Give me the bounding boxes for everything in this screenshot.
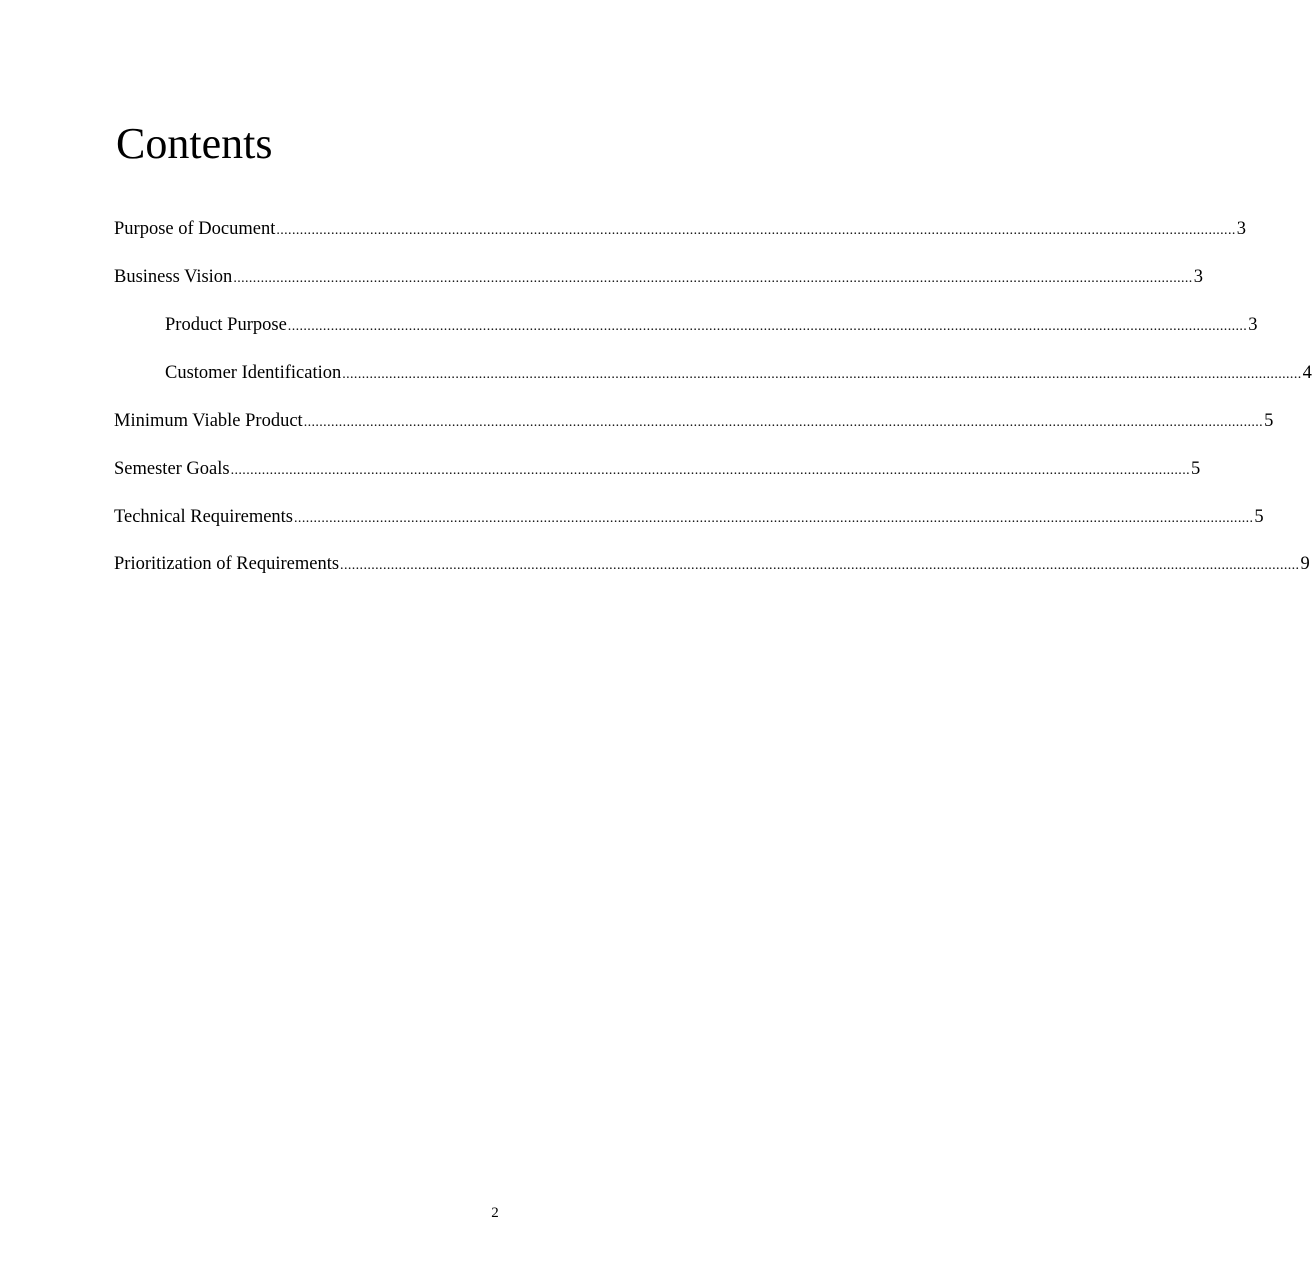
toc-entry-page: 3: [1248, 315, 1258, 335]
toc-entry-page: 5: [1254, 507, 1264, 527]
dot-leader: ......................................................................................................................................................................................................................................................: [303, 415, 1264, 430]
toc-heading: Contents: [116, 119, 273, 168]
toc-entry-business-vision[interactable]: [114, 265, 1203, 289]
toc-entry-label: Purpose of Document: [114, 219, 276, 239]
dot-leader: ......................................................................................................................................................................................................................................................: [342, 367, 1302, 382]
toc-entry-label: Business Vision: [114, 267, 233, 287]
dot-leader: ......................................................................................................................................................................................................................................................: [294, 511, 1254, 526]
toc-entry-label: Customer Identification: [165, 363, 342, 383]
page-number: 2: [491, 1205, 499, 1221]
toc-entry-semester-goals[interactable]: [114, 457, 1201, 481]
toc-entry-prioritization-of-requirements[interactable]: [114, 552, 1310, 576]
toc-entry-minimum-viable-product[interactable]: [114, 409, 1274, 433]
toc-entry-label: Prioritization of Requirements: [114, 554, 340, 574]
toc-entry-technical-requirements[interactable]: [114, 505, 1264, 529]
toc-entry-page: 3: [1193, 267, 1203, 287]
toc-entry-product-purpose[interactable]: [165, 313, 1258, 337]
toc-entry-page: 3: [1236, 219, 1246, 239]
dot-leader: ......................................................................................................................................................................................................................................................: [233, 271, 1193, 286]
toc-entry-page: 5: [1191, 459, 1201, 479]
toc-entry-page: 4: [1302, 363, 1312, 383]
dot-leader: ......................................................................................................................................................................................................................................................: [276, 223, 1236, 238]
toc-entry-label: Product Purpose: [165, 315, 287, 335]
dot-leader: ......................................................................................................................................................................................................................................................: [230, 463, 1191, 478]
dot-leader: ......................................................................................................................................................................................................................................................: [340, 558, 1300, 573]
toc-entry-label: Semester Goals: [114, 459, 230, 479]
toc-entry-purpose-of-document[interactable]: [114, 217, 1246, 241]
toc-entry-page: 5: [1264, 411, 1274, 431]
dot-leader: ......................................................................................................................................................................................................................................................: [287, 319, 1248, 334]
toc-entry-page: 9: [1300, 554, 1310, 574]
toc-entry-label: Minimum Viable Product: [114, 411, 303, 431]
toc-entry-label: Technical Requirements: [114, 507, 294, 527]
toc-entry-customer-identification[interactable]: [165, 361, 1312, 385]
